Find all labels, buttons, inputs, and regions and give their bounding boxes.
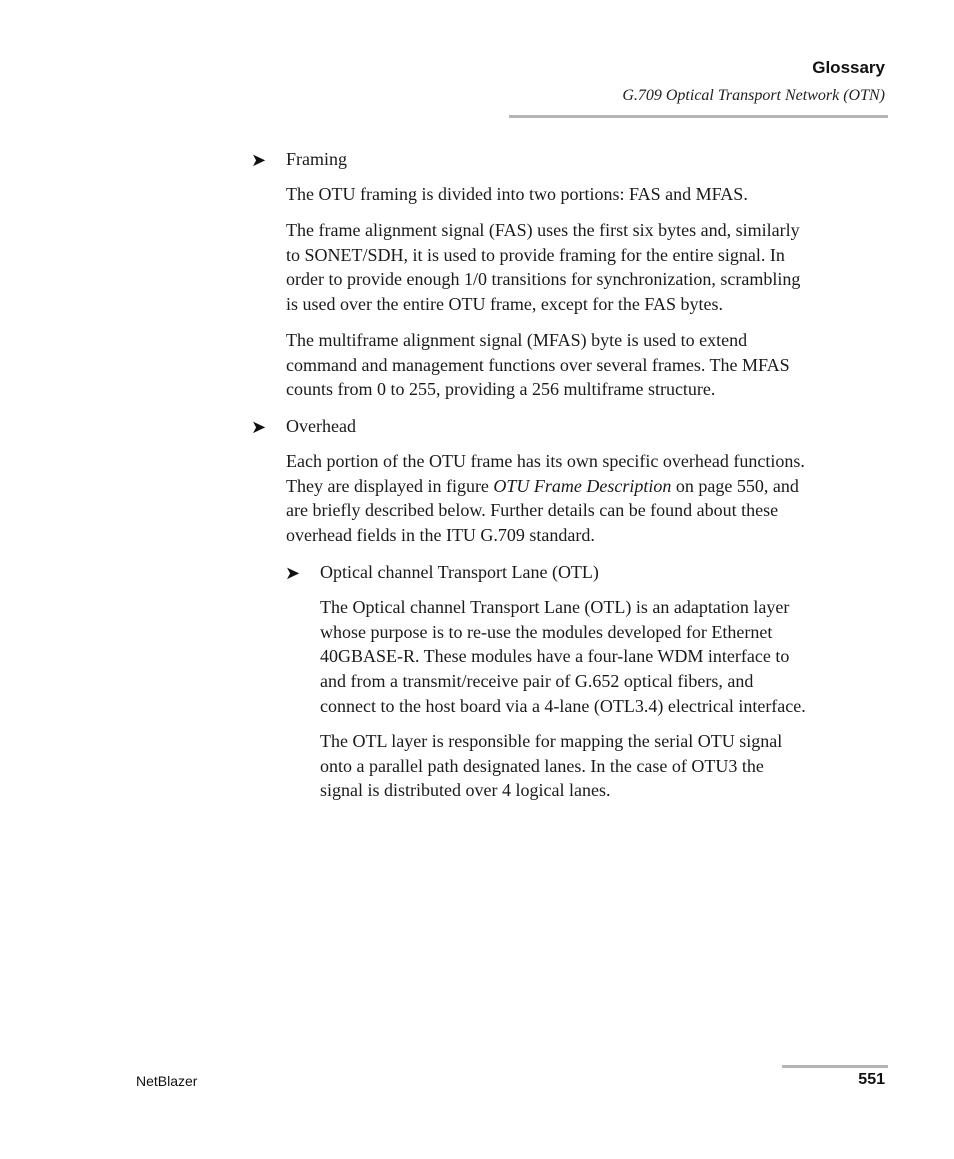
header-chapter-title: Glossary [812,58,885,77]
text-line: to SONET/SDH, it is used to provide framing for the entire signal. In [286,244,785,265]
overhead-paragraph [286,449,890,548]
header-section-title: G.709 Optical Transport Network (OTN) [622,87,885,104]
text-line: signal is distributed over 4 logical lanes. [320,780,611,801]
text-line: The OTU framing is divided into two portions: FAS and MFAS. [286,184,748,204]
text-line: onto a parallel path designated lanes. In the case of OTU3 the [320,755,764,776]
footer-rule [782,1065,888,1068]
text-run: on page 550, and [671,475,799,496]
otl-paragraph-1 [320,595,890,719]
framing-paragraph-2 [286,218,890,317]
text-line: The Optical channel Transport Lane (OTL) is an adaptation layer [320,597,790,617]
text-line: The frame alignment signal (FAS) uses the first six bytes and, similarly [286,220,800,240]
text-line: and from a transmit/receive pair of G.652 optical fibers, and [320,671,754,692]
framing-paragraph-3 [286,328,890,402]
text-line: order to provide enough 1/0 transitions for synchronization, scrambling [286,269,801,290]
text-line: 40GBASE-R. These modules have a four-lane WDM interface to [320,646,790,667]
bullet-heading-framing: Framing [286,149,347,169]
bullet-arrow-icon: ➤ [285,563,301,583]
header-rule [509,115,888,118]
bullet-arrow-icon: ➤ [251,417,267,437]
text-line: command and management functions over several frames. The MFAS [286,354,790,375]
bullet-arrow-icon: ➤ [251,150,267,170]
bullet-heading-overhead: Overhead [286,416,356,436]
bullet-heading-otl: Optical channel Transport Lane (OTL) [320,562,599,582]
text-line: The OTL layer is responsible for mapping the serial OTU signal [320,731,783,751]
text-run: They are displayed in figure [286,475,494,496]
text-line [286,474,890,499]
text-line: The multiframe alignment signal (MFAS) byte is used to extend [286,330,748,350]
figure-reference: OTU Frame Description [493,475,672,496]
page-number: 551 [858,1071,885,1088]
otl-paragraph-2 [320,729,890,803]
text-line: Each portion of the OTU frame has its own specific overhead functions. [286,451,805,471]
text-line: are briefly described below. Further details can be found about these [286,500,779,521]
text-line: overhead fields in the ITU G.709 standard. [286,525,595,546]
text-line: counts from 0 to 255, providing a 256 multiframe structure. [286,379,716,400]
footer-product-name: NetBlazer [136,1073,198,1089]
text-line: is used over the entire OTU frame, except for the FAS bytes. [286,294,724,315]
text-line: connect to the host board via a 4-lane (OTL3.4) electrical interface. [320,695,806,716]
text-line: whose purpose is to re-use the modules developed for Ethernet [320,621,773,642]
framing-paragraph-1 [286,182,890,207]
